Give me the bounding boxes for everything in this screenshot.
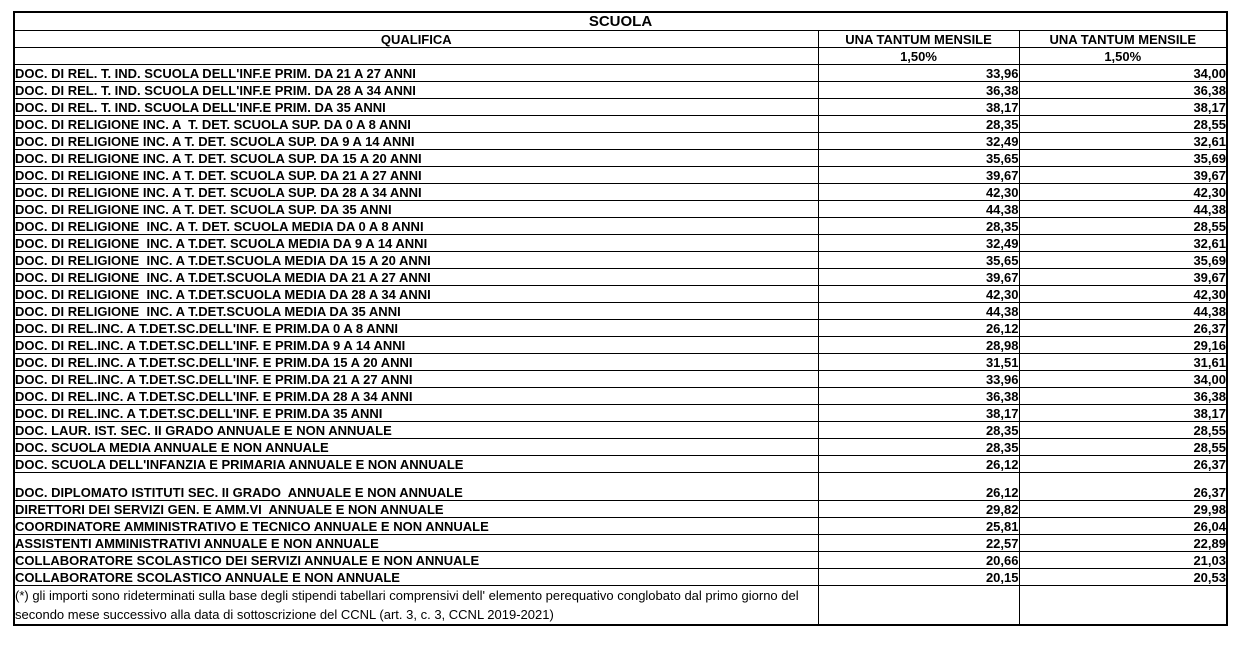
value1-cell: 28,35 (818, 439, 1019, 456)
qualifica-cell: DOC. DI REL.INC. A T.DET.SC.DELL'INF. E PRIM.DA 28 A 34 ANNI (14, 388, 818, 405)
value2-cell: 28,55 (1019, 116, 1227, 133)
title-row (14, 12, 1227, 31)
value1-cell: 29,82 (818, 501, 1019, 518)
rate-empty-cell (14, 48, 818, 65)
value1-cell: 44,38 (818, 303, 1019, 320)
qualifica-cell: DOC. DI REL.INC. A T.DET.SC.DELL'INF. E PRIM.DA 15 A 20 ANNI (14, 354, 818, 371)
table-body (14, 12, 1227, 625)
qualifica-cell: DOC. DI RELIGIONE INC. A T.DET.SCUOLA MEDIA DA 15 A 20 ANNI (14, 252, 818, 269)
table-row (14, 473, 1227, 501)
value1-cell: 26,12 (818, 456, 1019, 473)
table-row (14, 388, 1227, 405)
footnote-empty-cell-1 (818, 586, 1019, 626)
value2-cell: 36,38 (1019, 388, 1227, 405)
value1-cell: 28,35 (818, 218, 1019, 235)
table-row (14, 569, 1227, 586)
col3-rate: 1,50% (1019, 48, 1227, 65)
qualifica-cell: ASSISTENTI AMMINISTRATIVI ANNUALE E NON ANNUALE (14, 535, 818, 552)
table-row (14, 320, 1227, 337)
qualifica-cell: DOC. LAUR. IST. SEC. II GRADO ANNUALE E NON ANNUALE (14, 422, 818, 439)
value1-cell: 25,81 (818, 518, 1019, 535)
value1-cell: 38,17 (818, 99, 1019, 116)
value2-cell: 35,69 (1019, 252, 1227, 269)
table-row (14, 518, 1227, 535)
value1-cell: 20,15 (818, 569, 1019, 586)
table-row (14, 501, 1227, 518)
value2-cell: 42,30 (1019, 184, 1227, 201)
value2-cell: 34,00 (1019, 65, 1227, 82)
value2-cell: 28,55 (1019, 422, 1227, 439)
col3-header: UNA TANTUM MENSILE (1019, 31, 1227, 48)
col2-header: UNA TANTUM MENSILE (818, 31, 1019, 48)
table-row (14, 405, 1227, 422)
qualifica-cell: DOC. DI RELIGIONE INC. A T. DET. SCUOLA SUP. DA 9 A 14 ANNI (14, 133, 818, 150)
value2-cell: 26,37 (1019, 320, 1227, 337)
value2-cell: 44,38 (1019, 303, 1227, 320)
table-row (14, 286, 1227, 303)
value1-cell: 44,38 (818, 201, 1019, 218)
qualifica-cell: DOC. DI REL. T. IND. SCUOLA DELL'INF.E PRIM. DA 21 A 27 ANNI (14, 65, 818, 82)
table-row (14, 235, 1227, 252)
table-row (14, 65, 1227, 82)
value1-cell: 33,96 (818, 65, 1019, 82)
footnote-empty-cell-2 (1019, 586, 1227, 626)
value2-cell: 32,61 (1019, 133, 1227, 150)
table-row (14, 371, 1227, 388)
qualifica-cell: DOC. DI RELIGIONE INC. A T. DET. SCUOLA SUP. DA 35 ANNI (14, 201, 818, 218)
qualifica-cell: DOC. DI RELIGIONE INC. A T.DET. SCUOLA MEDIA DA 9 A 14 ANNI (14, 235, 818, 252)
qualifica-cell: DOC. DI REL. T. IND. SCUOLA DELL'INF.E PRIM. DA 28 A 34 ANNI (14, 82, 818, 99)
value1-cell: 35,65 (818, 252, 1019, 269)
qualifica-cell: DOC. DI RELIGIONE INC. A T. DET. SCUOLA SUP. DA 0 A 8 ANNI (14, 116, 818, 133)
value2-cell: 32,61 (1019, 235, 1227, 252)
qualifica-cell: DOC. DI RELIGIONE INC. A T. DET. SCUOLA MEDIA DA 0 A 8 ANNI (14, 218, 818, 235)
value1-cell: 28,35 (818, 422, 1019, 439)
footnote-row (14, 586, 1227, 626)
table-row (14, 82, 1227, 99)
table-row (14, 201, 1227, 218)
value2-cell: 39,67 (1019, 167, 1227, 184)
table-row (14, 422, 1227, 439)
value2-cell: 36,38 (1019, 82, 1227, 99)
qualifica-cell: DOC. DI RELIGIONE INC. A T.DET.SCUOLA MEDIA DA 28 A 34 ANNI (14, 286, 818, 303)
value2-cell: 26,04 (1019, 518, 1227, 535)
value2-cell: 42,30 (1019, 286, 1227, 303)
table-row (14, 269, 1227, 286)
qualifica-cell: DIRETTORI DEI SERVIZI GEN. E AMM.VI ANNUALE E NON ANNUALE (14, 501, 818, 518)
table-row (14, 337, 1227, 354)
value1-cell: 38,17 (818, 405, 1019, 422)
value2-cell: 29,98 (1019, 501, 1227, 518)
value1-cell: 32,49 (818, 235, 1019, 252)
value2-cell: 26,37 (1019, 456, 1227, 473)
qualifica-header: QUALIFICA (14, 31, 818, 48)
qualifica-cell: DOC. DI REL.INC. A T.DET.SC.DELL'INF. E PRIM.DA 9 A 14 ANNI (14, 337, 818, 354)
value1-cell: 42,30 (818, 286, 1019, 303)
value1-cell: 42,30 (818, 184, 1019, 201)
value2-cell: 26,37 (1019, 473, 1227, 501)
value2-cell: 20,53 (1019, 569, 1227, 586)
table-row (14, 552, 1227, 569)
qualifica-cell: DOC. SCUOLA MEDIA ANNUALE E NON ANNUALE (14, 439, 818, 456)
value1-cell: 28,35 (818, 116, 1019, 133)
value1-cell: 26,12 (818, 320, 1019, 337)
qualifica-cell: DOC. DI RELIGIONE INC. A T. DET. SCUOLA SUP. DA 15 A 20 ANNI (14, 150, 818, 167)
table-row (14, 133, 1227, 150)
value1-cell: 36,38 (818, 388, 1019, 405)
value1-cell: 32,49 (818, 133, 1019, 150)
qualifica-cell: DOC. DIPLOMATO ISTITUTI SEC. II GRADO ANNUALE E NON ANNUALE (14, 473, 818, 501)
table-title: SCUOLA (14, 12, 1227, 31)
qualifica-cell: DOC. DI REL.INC. A T.DET.SC.DELL'INF. E PRIM.DA 35 ANNI (14, 405, 818, 422)
value1-cell: 36,38 (818, 82, 1019, 99)
footnote: (*) gli importi sono rideterminati sulla base degli stipendi tabellari comprensivi dell' elemento perequativo conglobato dal primo giorno del secondo mese successivo alla data di sottoscrizione del CCNL (art. 3, c. 3, CCNL 2019-2021) (14, 586, 818, 626)
qualifica-cell: DOC. SCUOLA DELL'INFANZIA E PRIMARIA ANNUALE E NON ANNUALE (14, 456, 818, 473)
qualifica-cell: DOC. DI REL.INC. A T.DET.SC.DELL'INF. E PRIM.DA 0 A 8 ANNI (14, 320, 818, 337)
qualifica-cell: COLLABORATORE SCOLASTICO ANNUALE E NON ANNUALE (14, 569, 818, 586)
qualifica-cell: DOC. DI RELIGIONE INC. A T. DET. SCUOLA SUP. DA 28 A 34 ANNI (14, 184, 818, 201)
qualifica-cell: COORDINATORE AMMINISTRATIVO E TECNICO ANNUALE E NON ANNUALE (14, 518, 818, 535)
value1-cell: 31,51 (818, 354, 1019, 371)
value2-cell: 22,89 (1019, 535, 1227, 552)
value1-cell: 39,67 (818, 167, 1019, 184)
value1-cell: 35,65 (818, 150, 1019, 167)
value1-cell: 39,67 (818, 269, 1019, 286)
table-row (14, 354, 1227, 371)
table-row (14, 99, 1227, 116)
value2-cell: 38,17 (1019, 405, 1227, 422)
table-row (14, 167, 1227, 184)
value1-cell: 20,66 (818, 552, 1019, 569)
value2-cell: 21,03 (1019, 552, 1227, 569)
qualifica-cell: DOC. DI RELIGIONE INC. A T.DET.SCUOLA MEDIA DA 21 A 27 ANNI (14, 269, 818, 286)
table-row (14, 184, 1227, 201)
value1-cell: 28,98 (818, 337, 1019, 354)
table-row (14, 456, 1227, 473)
value2-cell: 28,55 (1019, 439, 1227, 456)
value2-cell: 35,69 (1019, 150, 1227, 167)
value2-cell: 44,38 (1019, 201, 1227, 218)
header-row (14, 31, 1227, 48)
value1-cell: 33,96 (818, 371, 1019, 388)
qualifica-cell: DOC. DI RELIGIONE INC. A T. DET. SCUOLA SUP. DA 21 A 27 ANNI (14, 167, 818, 184)
qualifica-cell: DOC. DI RELIGIONE INC. A T.DET.SCUOLA MEDIA DA 35 ANNI (14, 303, 818, 320)
qualifica-cell: DOC. DI REL. T. IND. SCUOLA DELL'INF.E PRIM. DA 35 ANNI (14, 99, 818, 116)
value2-cell: 39,67 (1019, 269, 1227, 286)
col2-rate: 1,50% (818, 48, 1019, 65)
table-row (14, 116, 1227, 133)
qualifica-cell: DOC. DI REL.INC. A T.DET.SC.DELL'INF. E PRIM.DA 21 A 27 ANNI (14, 371, 818, 388)
value2-cell: 34,00 (1019, 371, 1227, 388)
value2-cell: 31,61 (1019, 354, 1227, 371)
value2-cell: 29,16 (1019, 337, 1227, 354)
table-row (14, 218, 1227, 235)
table-row (14, 150, 1227, 167)
value1-cell: 22,57 (818, 535, 1019, 552)
table-row (14, 303, 1227, 320)
qualifica-cell: COLLABORATORE SCOLASTICO DEI SERVIZI ANNUALE E NON ANNUALE (14, 552, 818, 569)
rate-row (14, 48, 1227, 65)
scuola-table (13, 11, 1228, 626)
table-row (14, 535, 1227, 552)
table-row (14, 252, 1227, 269)
value2-cell: 28,55 (1019, 218, 1227, 235)
table-row (14, 439, 1227, 456)
value1-cell: 26,12 (818, 473, 1019, 501)
value2-cell: 38,17 (1019, 99, 1227, 116)
